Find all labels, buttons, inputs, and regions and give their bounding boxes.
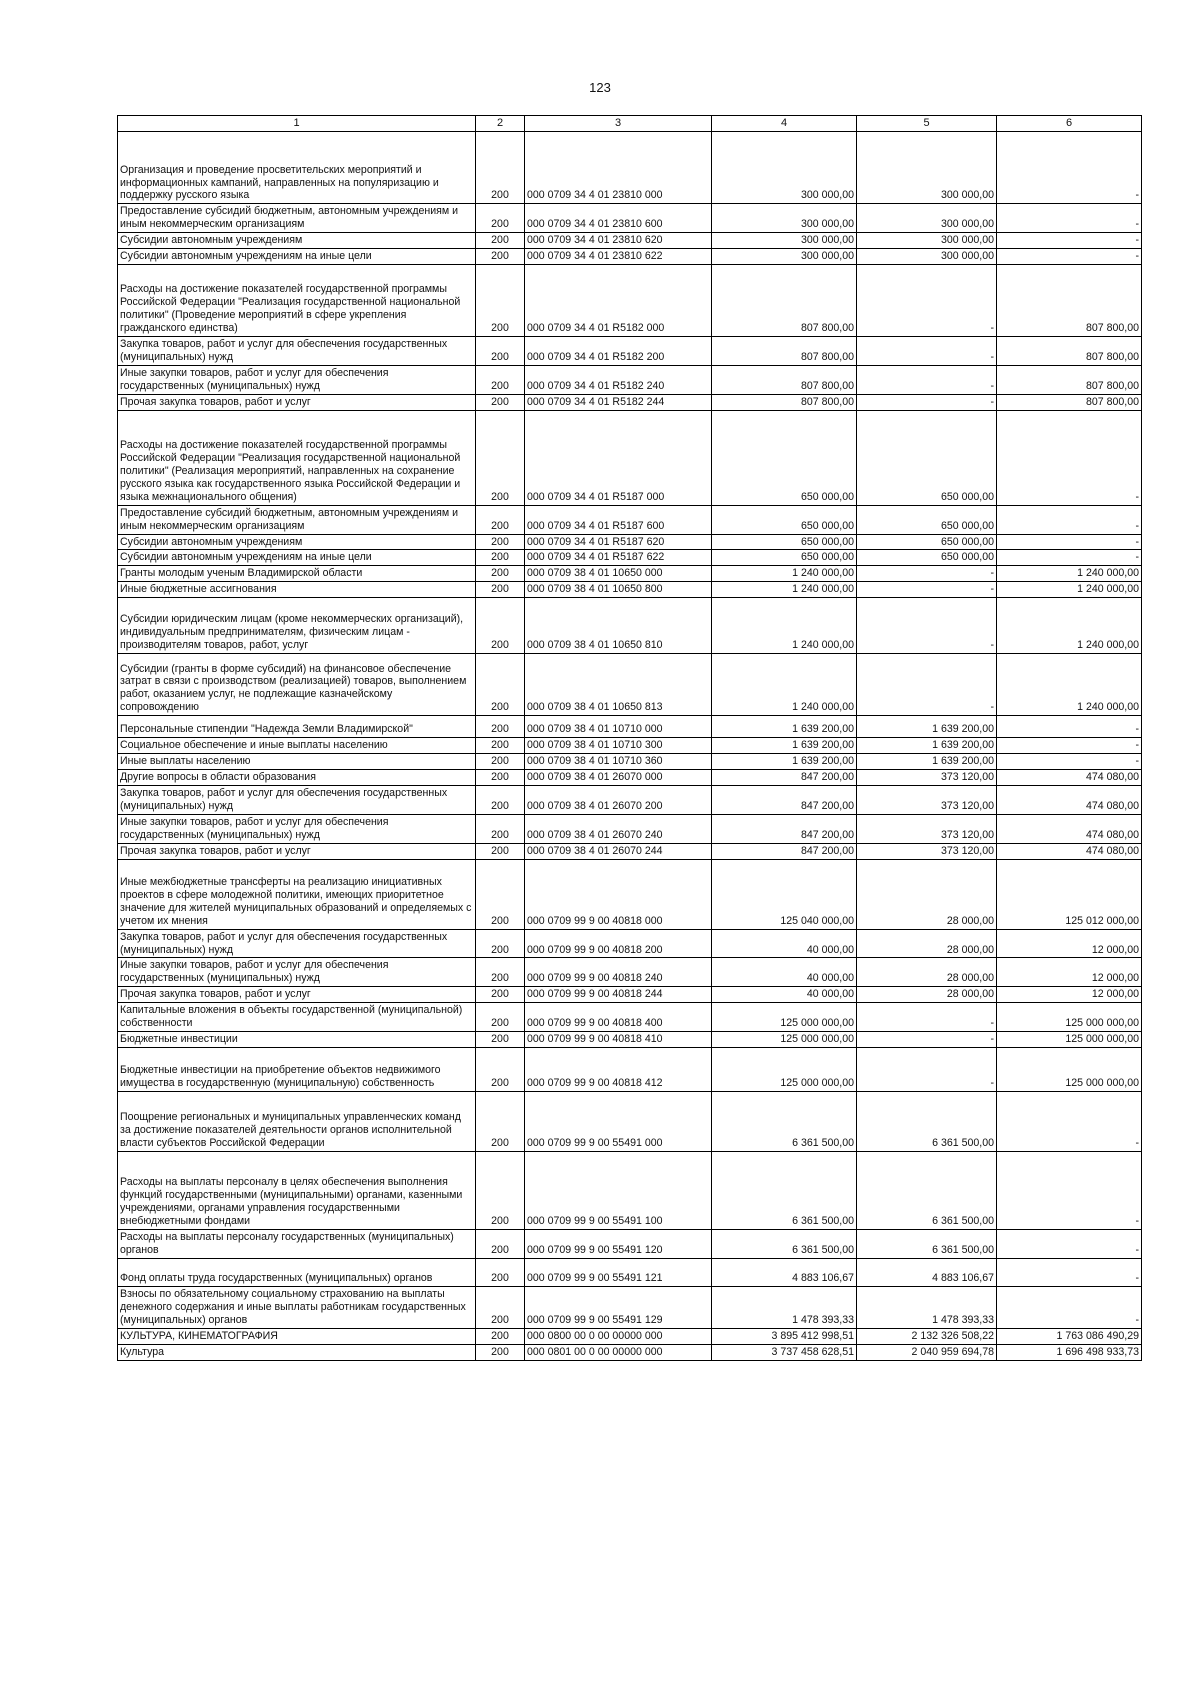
row-value-col5-cell: -: [857, 654, 997, 716]
page-number: 123: [589, 80, 611, 95]
row-admin-code-cell: 200: [476, 337, 525, 366]
row-value-col5-cell: 1 639 200,00: [857, 738, 997, 754]
row-name-cell: Иные закупки товаров, работ и услуг для обеспечения государственных (муниципальных) нужд: [118, 814, 476, 843]
row-value-col4-cell: 300 000,00: [712, 204, 857, 233]
row-value-col5-cell: 373 120,00: [857, 770, 997, 786]
row-value-col6-cell: 1 240 000,00: [997, 654, 1142, 716]
row-budget-code-cell: 000 0709 38 4 01 26070 240: [525, 814, 712, 843]
table-row: [118, 394, 1142, 410]
row-value-col4-cell: 3 895 412 998,51: [712, 1328, 857, 1344]
row-admin-code-cell: 200: [476, 233, 525, 249]
table-row: [118, 770, 1142, 786]
row-admin-code-cell: 200: [476, 716, 525, 738]
table-row: [118, 365, 1142, 394]
row-name-cell: Иные межбюджетные трансферты на реализацию инициативных проектов в сфере молодежной политики, имеющих приоритетное значение для жителей муниципальных образований и определяемых с учетом их мнения: [118, 859, 476, 929]
table-row: [118, 843, 1142, 859]
row-budget-code-cell: 000 0709 38 4 01 10710 360: [525, 754, 712, 770]
row-value-col5-cell: 300 000,00: [857, 233, 997, 249]
row-admin-code-cell: 200: [476, 566, 525, 582]
row-value-col4-cell: 847 200,00: [712, 770, 857, 786]
row-budget-code-cell: 000 0709 99 9 00 40818 200: [525, 929, 712, 958]
row-value-col4-cell: 1 639 200,00: [712, 716, 857, 738]
table-row: [118, 754, 1142, 770]
row-value-col5-cell: -: [857, 1047, 997, 1091]
row-admin-code-cell: 200: [476, 1258, 525, 1286]
row-budget-code-cell: 000 0709 34 4 01 23810 000: [525, 132, 712, 204]
row-admin-code-cell: 200: [476, 598, 525, 654]
row-value-col4-cell: 1 240 000,00: [712, 598, 857, 654]
row-name-cell: Субсидии (гранты в форме субсидий) на финансовое обеспечение затрат в связи с производством (реализацией) товаров, выполнением работ, оказанием услуг, не подлежащие казначейскому сопровождению: [118, 654, 476, 716]
row-name-cell: Культура: [118, 1344, 476, 1360]
row-name-cell: Прочая закупка товаров, работ и услуг: [118, 987, 476, 1003]
row-value-col4-cell: 650 000,00: [712, 550, 857, 566]
row-value-col6-cell: -: [997, 505, 1142, 534]
column-number-header-row: [118, 116, 1142, 132]
row-admin-code-cell: 200: [476, 265, 525, 337]
table-row: [118, 1344, 1142, 1360]
row-name-cell: Субсидии автономным учреждениям: [118, 233, 476, 249]
row-admin-code-cell: 200: [476, 1344, 525, 1360]
table-row: [118, 738, 1142, 754]
row-name-cell: Бюджетные инвестиции на приобретение объектов недвижимого имущества в государственную (муниципальную) собственность: [118, 1047, 476, 1091]
table-row: [118, 1091, 1142, 1151]
column-header-2: 2: [476, 116, 525, 132]
table-row: [118, 1258, 1142, 1286]
row-value-col6-cell: -: [997, 716, 1142, 738]
row-admin-code-cell: 200: [476, 843, 525, 859]
row-value-col6-cell: 12 000,00: [997, 958, 1142, 987]
row-name-cell: Бюджетные инвестиции: [118, 1032, 476, 1048]
row-value-col6-cell: 1 763 086 490,29: [997, 1328, 1142, 1344]
row-budget-code-cell: 000 0709 99 9 00 55491 129: [525, 1286, 712, 1328]
row-value-col4-cell: 650 000,00: [712, 410, 857, 505]
row-budget-code-cell: 000 0709 99 9 00 55491 100: [525, 1151, 712, 1229]
row-value-col6-cell: -: [997, 1229, 1142, 1258]
row-admin-code-cell: 200: [476, 365, 525, 394]
row-name-cell: Расходы на достижение показателей государственной программы Российской Федерации "Реализация государственной национальной политики" (Реализация мероприятий, направленных на сохранение русского языка как государственного языка Российской Федерации и языка межнационального общения): [118, 410, 476, 505]
row-admin-code-cell: 200: [476, 814, 525, 843]
row-admin-code-cell: 200: [476, 204, 525, 233]
row-value-col6-cell: 1 240 000,00: [997, 566, 1142, 582]
row-value-col5-cell: 1 639 200,00: [857, 754, 997, 770]
row-value-col6-cell: -: [997, 249, 1142, 265]
row-value-col6-cell: -: [997, 534, 1142, 550]
row-value-col4-cell: 847 200,00: [712, 843, 857, 859]
row-budget-code-cell: 000 0709 34 4 01 R5182 244: [525, 394, 712, 410]
row-value-col4-cell: 300 000,00: [712, 132, 857, 204]
row-value-col4-cell: 1 240 000,00: [712, 582, 857, 598]
row-value-col4-cell: 807 800,00: [712, 337, 857, 366]
table-row: [118, 505, 1142, 534]
row-name-cell: Субсидии автономным учреждениям на иные цели: [118, 249, 476, 265]
row-name-cell: КУЛЬТУРА, КИНЕМАТОГРАФИЯ: [118, 1328, 476, 1344]
column-header-3: 3: [525, 116, 712, 132]
table-row: [118, 958, 1142, 987]
row-admin-code-cell: 200: [476, 582, 525, 598]
row-budget-code-cell: 000 0709 34 4 01 R5182 200: [525, 337, 712, 366]
row-value-col6-cell: 12 000,00: [997, 987, 1142, 1003]
row-value-col4-cell: 650 000,00: [712, 534, 857, 550]
row-value-col6-cell: -: [997, 233, 1142, 249]
row-value-col4-cell: 1 240 000,00: [712, 654, 857, 716]
table-row: [118, 265, 1142, 337]
row-value-col4-cell: 300 000,00: [712, 233, 857, 249]
table-row: [118, 716, 1142, 738]
row-admin-code-cell: 200: [476, 958, 525, 987]
row-admin-code-cell: 200: [476, 1032, 525, 1048]
row-budget-code-cell: 000 0709 34 4 01 23810 622: [525, 249, 712, 265]
budget-table: [117, 115, 1142, 1361]
row-value-col5-cell: -: [857, 337, 997, 366]
row-value-col5-cell: 373 120,00: [857, 814, 997, 843]
row-name-cell: Организация и проведение просветительских мероприятий и информационных кампаний, направленных на популяризацию и поддержку русского языка: [118, 132, 476, 204]
row-admin-code-cell: 200: [476, 987, 525, 1003]
row-value-col4-cell: 807 800,00: [712, 394, 857, 410]
row-name-cell: Предоставление субсидий бюджетным, автономным учреждениям и иным некоммерческим организациям: [118, 204, 476, 233]
row-value-col4-cell: 1 639 200,00: [712, 754, 857, 770]
row-name-cell: Прочая закупка товаров, работ и услуг: [118, 843, 476, 859]
column-header-5: 5: [857, 116, 997, 132]
row-admin-code-cell: 200: [476, 929, 525, 958]
row-budget-code-cell: 000 0709 38 4 01 10650 800: [525, 582, 712, 598]
row-value-col6-cell: -: [997, 132, 1142, 204]
row-name-cell: Гранты молодым ученым Владимирской области: [118, 566, 476, 582]
row-value-col4-cell: 6 361 500,00: [712, 1151, 857, 1229]
row-value-col5-cell: -: [857, 582, 997, 598]
row-admin-code-cell: 200: [476, 394, 525, 410]
row-admin-code-cell: 200: [476, 754, 525, 770]
table-row: [118, 249, 1142, 265]
table-row: [118, 786, 1142, 815]
row-name-cell: Прочая закупка товаров, работ и услуг: [118, 394, 476, 410]
row-value-col5-cell: 373 120,00: [857, 786, 997, 815]
row-value-col5-cell: -: [857, 265, 997, 337]
row-value-col4-cell: 40 000,00: [712, 929, 857, 958]
row-budget-code-cell: 000 0709 38 4 01 26070 244: [525, 843, 712, 859]
row-budget-code-cell: 000 0709 34 4 01 R5182 000: [525, 265, 712, 337]
row-name-cell: Социальное обеспечение и иные выплаты населению: [118, 738, 476, 754]
row-value-col6-cell: -: [997, 1151, 1142, 1229]
table-row: [118, 987, 1142, 1003]
row-value-col5-cell: 1 639 200,00: [857, 716, 997, 738]
row-value-col6-cell: 125 000 000,00: [997, 1003, 1142, 1032]
table-row: [118, 1328, 1142, 1344]
row-value-col6-cell: -: [997, 738, 1142, 754]
row-name-cell: Закупка товаров, работ и услуг для обеспечения государственных (муниципальных) нужд: [118, 337, 476, 366]
row-name-cell: Другие вопросы в области образования: [118, 770, 476, 786]
row-name-cell: Иные закупки товаров, работ и услуг для обеспечения государственных (муниципальных) нужд: [118, 365, 476, 394]
row-value-col5-cell: 300 000,00: [857, 204, 997, 233]
row-value-col5-cell: 650 000,00: [857, 550, 997, 566]
row-value-col6-cell: 807 800,00: [997, 265, 1142, 337]
row-admin-code-cell: 200: [476, 1047, 525, 1091]
row-value-col4-cell: 1 639 200,00: [712, 738, 857, 754]
row-value-col6-cell: 125 012 000,00: [997, 859, 1142, 929]
row-value-col5-cell: -: [857, 365, 997, 394]
row-value-col4-cell: 847 200,00: [712, 786, 857, 815]
table-row: [118, 1151, 1142, 1229]
row-value-col6-cell: 125 000 000,00: [997, 1032, 1142, 1048]
row-value-col6-cell: 807 800,00: [997, 394, 1142, 410]
row-value-col5-cell: 650 000,00: [857, 505, 997, 534]
row-value-col5-cell: 28 000,00: [857, 929, 997, 958]
row-budget-code-cell: 000 0709 34 4 01 R5182 240: [525, 365, 712, 394]
row-admin-code-cell: 200: [476, 859, 525, 929]
row-budget-code-cell: 000 0709 34 4 01 23810 620: [525, 233, 712, 249]
row-value-col6-cell: 474 080,00: [997, 786, 1142, 815]
row-budget-code-cell: 000 0709 99 9 00 40818 000: [525, 859, 712, 929]
row-value-col6-cell: 474 080,00: [997, 814, 1142, 843]
row-budget-code-cell: 000 0709 99 9 00 40818 410: [525, 1032, 712, 1048]
row-value-col6-cell: -: [997, 1091, 1142, 1151]
row-value-col5-cell: 650 000,00: [857, 410, 997, 505]
row-value-col4-cell: 4 883 106,67: [712, 1258, 857, 1286]
row-value-col4-cell: 807 800,00: [712, 365, 857, 394]
row-budget-code-cell: 000 0709 99 9 00 40818 412: [525, 1047, 712, 1091]
row-value-col6-cell: 807 800,00: [997, 365, 1142, 394]
row-budget-code-cell: 000 0709 38 4 01 10650 000: [525, 566, 712, 582]
row-admin-code-cell: 200: [476, 654, 525, 716]
row-value-col4-cell: 807 800,00: [712, 265, 857, 337]
row-name-cell: Иные закупки товаров, работ и услуг для обеспечения государственных (муниципальных) нужд: [118, 958, 476, 987]
row-value-col6-cell: 1 696 498 933,73: [997, 1344, 1142, 1360]
row-value-col6-cell: -: [997, 1258, 1142, 1286]
table-body: [118, 132, 1142, 1360]
row-name-cell: Расходы на выплаты персоналу в целях обеспечения выполнения функций государственными (муниципальными) органами, казенными учреждениями, органами управления государственными внебюджетными фондами: [118, 1151, 476, 1229]
row-value-col4-cell: 40 000,00: [712, 958, 857, 987]
row-budget-code-cell: 000 0709 38 4 01 10650 810: [525, 598, 712, 654]
row-admin-code-cell: 200: [476, 550, 525, 566]
row-name-cell: Фонд оплаты труда государственных (муниципальных) органов: [118, 1258, 476, 1286]
row-value-col6-cell: 12 000,00: [997, 929, 1142, 958]
row-value-col4-cell: 1 240 000,00: [712, 566, 857, 582]
row-budget-code-cell: 000 0709 99 9 00 40818 244: [525, 987, 712, 1003]
row-admin-code-cell: 200: [476, 410, 525, 505]
row-value-col4-cell: 125 000 000,00: [712, 1032, 857, 1048]
row-name-cell: Иные бюджетные ассигнования: [118, 582, 476, 598]
column-header-1: 1: [118, 116, 476, 132]
table-row: [118, 566, 1142, 582]
row-budget-code-cell: 000 0709 99 9 00 40818 400: [525, 1003, 712, 1032]
table-row: [118, 534, 1142, 550]
row-value-col6-cell: -: [997, 204, 1142, 233]
row-value-col5-cell: 6 361 500,00: [857, 1091, 997, 1151]
table-row: [118, 1032, 1142, 1048]
table-row: [118, 337, 1142, 366]
row-admin-code-cell: 200: [476, 505, 525, 534]
row-value-col5-cell: 28 000,00: [857, 859, 997, 929]
row-admin-code-cell: 200: [476, 249, 525, 265]
table-row: [118, 204, 1142, 233]
row-value-col4-cell: 3 737 458 628,51: [712, 1344, 857, 1360]
row-value-col5-cell: 28 000,00: [857, 987, 997, 1003]
row-value-col6-cell: -: [997, 1286, 1142, 1328]
row-value-col6-cell: -: [997, 754, 1142, 770]
row-value-col4-cell: 40 000,00: [712, 987, 857, 1003]
row-name-cell: Персональные стипендии "Надежда Земли Владимирской": [118, 716, 476, 738]
row-budget-code-cell: 000 0709 38 4 01 10650 813: [525, 654, 712, 716]
row-value-col5-cell: -: [857, 566, 997, 582]
row-value-col6-cell: 1 240 000,00: [997, 598, 1142, 654]
row-name-cell: Взносы по обязательному социальному страхованию на выплаты денежного содержания и иные выплаты работникам государственных (муниципальных) органов: [118, 1286, 476, 1328]
row-admin-code-cell: 200: [476, 1091, 525, 1151]
row-name-cell: Расходы на достижение показателей государственной программы Российской Федерации "Реализация государственной национальной политики" (Проведение мероприятий в сфере укрепления гражданского единства): [118, 265, 476, 337]
row-value-col5-cell: 373 120,00: [857, 843, 997, 859]
row-value-col6-cell: 474 080,00: [997, 770, 1142, 786]
row-value-col4-cell: 847 200,00: [712, 814, 857, 843]
row-budget-code-cell: 000 0709 34 4 01 R5187 600: [525, 505, 712, 534]
table-row: [118, 1003, 1142, 1032]
row-value-col4-cell: 125 040 000,00: [712, 859, 857, 929]
row-value-col5-cell: -: [857, 394, 997, 410]
row-value-col6-cell: -: [997, 550, 1142, 566]
row-budget-code-cell: 000 0709 34 4 01 23810 600: [525, 204, 712, 233]
row-admin-code-cell: 200: [476, 786, 525, 815]
row-value-col4-cell: 6 361 500,00: [712, 1091, 857, 1151]
row-name-cell: Субсидии автономным учреждениям: [118, 534, 476, 550]
row-value-col5-cell: 300 000,00: [857, 132, 997, 204]
row-value-col4-cell: 1 478 393,33: [712, 1286, 857, 1328]
row-admin-code-cell: 200: [476, 534, 525, 550]
row-budget-code-cell: 000 0709 34 4 01 R5187 620: [525, 534, 712, 550]
row-value-col5-cell: -: [857, 1032, 997, 1048]
row-budget-code-cell: 000 0709 99 9 00 55491 120: [525, 1229, 712, 1258]
row-name-cell: Субсидии автономным учреждениям на иные цели: [118, 550, 476, 566]
table-row: [118, 410, 1142, 505]
table-row: [118, 1286, 1142, 1328]
row-admin-code-cell: 200: [476, 1328, 525, 1344]
row-value-col6-cell: 474 080,00: [997, 843, 1142, 859]
table-row: [118, 654, 1142, 716]
row-value-col5-cell: 28 000,00: [857, 958, 997, 987]
table-row: [118, 132, 1142, 204]
row-admin-code-cell: 200: [476, 132, 525, 204]
row-budget-code-cell: 000 0801 00 0 00 00000 000: [525, 1344, 712, 1360]
row-name-cell: Закупка товаров, работ и услуг для обеспечения государственных (муниципальных) нужд: [118, 929, 476, 958]
row-value-col5-cell: 2 040 959 694,78: [857, 1344, 997, 1360]
row-budget-code-cell: 000 0709 38 4 01 10710 000: [525, 716, 712, 738]
row-value-col5-cell: 6 361 500,00: [857, 1151, 997, 1229]
row-budget-code-cell: 000 0709 38 4 01 26070 000: [525, 770, 712, 786]
row-budget-code-cell: 000 0709 38 4 01 10710 300: [525, 738, 712, 754]
row-budget-code-cell: 000 0709 38 4 01 26070 200: [525, 786, 712, 815]
table-row: [118, 1229, 1142, 1258]
row-value-col5-cell: -: [857, 598, 997, 654]
row-admin-code-cell: 200: [476, 770, 525, 786]
row-value-col5-cell: 650 000,00: [857, 534, 997, 550]
row-admin-code-cell: 200: [476, 1229, 525, 1258]
table-row: [118, 859, 1142, 929]
row-admin-code-cell: 200: [476, 1286, 525, 1328]
table-row: [118, 598, 1142, 654]
row-value-col5-cell: 6 361 500,00: [857, 1229, 997, 1258]
row-name-cell: Поощрение региональных и муниципальных управленческих команд за достижение показателей деятельности органов исполнительной власти субъектов Российской Федерации: [118, 1091, 476, 1151]
row-name-cell: Иные выплаты населению: [118, 754, 476, 770]
row-value-col5-cell: 300 000,00: [857, 249, 997, 265]
row-admin-code-cell: 200: [476, 738, 525, 754]
row-value-col5-cell: -: [857, 1003, 997, 1032]
table-row: [118, 550, 1142, 566]
table-row: [118, 582, 1142, 598]
row-value-col4-cell: 300 000,00: [712, 249, 857, 265]
row-value-col4-cell: 650 000,00: [712, 505, 857, 534]
row-name-cell: Субсидии юридическим лицам (кроме некоммерческих организаций), индивидуальным предпринимателям, физическим лицам - производителям товаров, работ, услуг: [118, 598, 476, 654]
row-admin-code-cell: 200: [476, 1003, 525, 1032]
row-value-col5-cell: 4 883 106,67: [857, 1258, 997, 1286]
column-header-6: 6: [997, 116, 1142, 132]
row-name-cell: Капитальные вложения в объекты государственной (муниципальной) собственности: [118, 1003, 476, 1032]
row-admin-code-cell: 200: [476, 1151, 525, 1229]
table-row: [118, 233, 1142, 249]
table-row: [118, 929, 1142, 958]
row-value-col6-cell: 807 800,00: [997, 337, 1142, 366]
row-budget-code-cell: 000 0709 99 9 00 55491 121: [525, 1258, 712, 1286]
row-value-col6-cell: 1 240 000,00: [997, 582, 1142, 598]
row-value-col4-cell: 125 000 000,00: [712, 1047, 857, 1091]
row-value-col6-cell: -: [997, 410, 1142, 505]
row-value-col4-cell: 125 000 000,00: [712, 1003, 857, 1032]
column-header-4: 4: [712, 116, 857, 132]
row-budget-code-cell: 000 0709 99 9 00 55491 000: [525, 1091, 712, 1151]
row-value-col4-cell: 6 361 500,00: [712, 1229, 857, 1258]
row-budget-code-cell: 000 0709 99 9 00 40818 240: [525, 958, 712, 987]
row-budget-code-cell: 000 0709 34 4 01 R5187 622: [525, 550, 712, 566]
row-budget-code-cell: 000 0800 00 0 00 00000 000: [525, 1328, 712, 1344]
row-value-col5-cell: 1 478 393,33: [857, 1286, 997, 1328]
table-row: [118, 1047, 1142, 1091]
row-name-cell: Расходы на выплаты персоналу государственных (муниципальных) органов: [118, 1229, 476, 1258]
row-name-cell: Закупка товаров, работ и услуг для обеспечения государственных (муниципальных) нужд: [118, 786, 476, 815]
row-value-col5-cell: 2 132 326 508,22: [857, 1328, 997, 1344]
row-name-cell: Предоставление субсидий бюджетным, автономным учреждениям и иным некоммерческим организациям: [118, 505, 476, 534]
row-budget-code-cell: 000 0709 34 4 01 R5187 000: [525, 410, 712, 505]
row-value-col6-cell: 125 000 000,00: [997, 1047, 1142, 1091]
table-row: [118, 814, 1142, 843]
